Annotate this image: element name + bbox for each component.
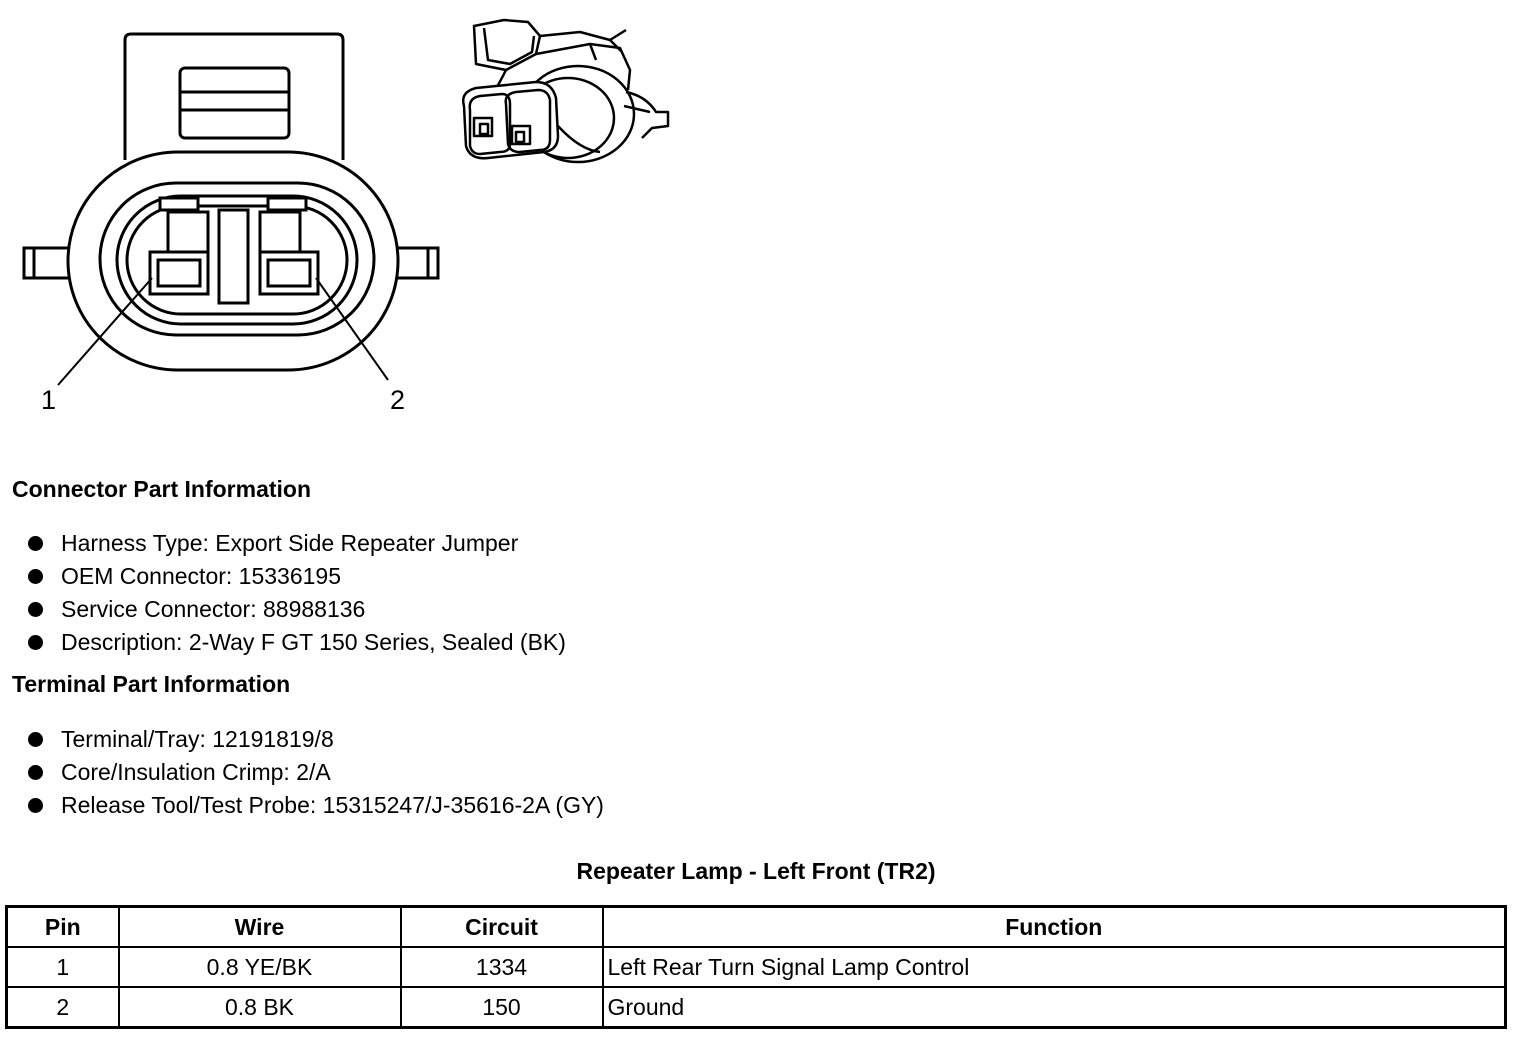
cell-circuit: 150 (401, 987, 603, 1028)
pin-1-label: 1 (41, 385, 57, 415)
pinout-table (5, 905, 1507, 1029)
cell-function: Left Rear Turn Signal Lamp Control (603, 947, 1506, 987)
bullet-icon (28, 602, 43, 617)
list-item: OEM Connector: 15336195 (28, 560, 566, 593)
column-header-circuit: Circuit (401, 907, 603, 948)
bullet-icon (28, 569, 43, 584)
table-row (7, 947, 1506, 987)
bullet-icon (28, 765, 43, 780)
cavity-2-upper (260, 212, 300, 256)
list-item: Core/Insulation Crimp: 2/A (28, 756, 604, 789)
list-item: Description: 2-Way F GT 150 Series, Sealed (BK) (28, 626, 566, 659)
list-item: Harness Type: Export Side Repeater Jumper (28, 527, 566, 560)
cell-circuit: 1334 (401, 947, 603, 987)
cell-pin: 1 (7, 947, 119, 987)
connector-part-info-list (28, 527, 566, 659)
bullet-icon (28, 732, 43, 747)
connector-3d-illustration (440, 0, 700, 190)
column-header-function: Function (603, 907, 1506, 948)
connector-latch (180, 68, 289, 138)
cell-function: Ground (603, 987, 1506, 1028)
connector-lock-housing (125, 34, 343, 160)
connector-center-key (219, 210, 248, 303)
cavity-1-upper (168, 212, 208, 256)
column-header-wire: Wire (119, 907, 401, 948)
pin-2-label: 2 (390, 385, 406, 415)
table-header-row (7, 907, 1506, 948)
list-item: Service Connector: 88988136 (28, 593, 566, 626)
bullet-icon (28, 798, 43, 813)
connector-part-info-heading: Connector Part Information (12, 476, 312, 502)
table-title: Repeater Lamp - Left Front (TR2) (576, 858, 936, 884)
list-item: Terminal/Tray: 12191819/8 (28, 723, 604, 756)
list-item: Release Tool/Test Probe: 15315247/J-35616-2A (GY) (28, 789, 604, 822)
cell-pin: 2 (7, 987, 119, 1028)
cell-wire: 0.8 BK (119, 987, 401, 1028)
table-row (7, 987, 1506, 1028)
connector-face-diagram (0, 0, 440, 430)
terminal-part-info-heading: Terminal Part Information (12, 671, 291, 697)
cell-wire: 0.8 YE/BK (119, 947, 401, 987)
bullet-icon (28, 635, 43, 650)
connector-left-ear (24, 248, 70, 278)
bullet-icon (28, 536, 43, 551)
column-header-pin: Pin (7, 907, 119, 948)
terminal-part-info-list (28, 723, 604, 822)
